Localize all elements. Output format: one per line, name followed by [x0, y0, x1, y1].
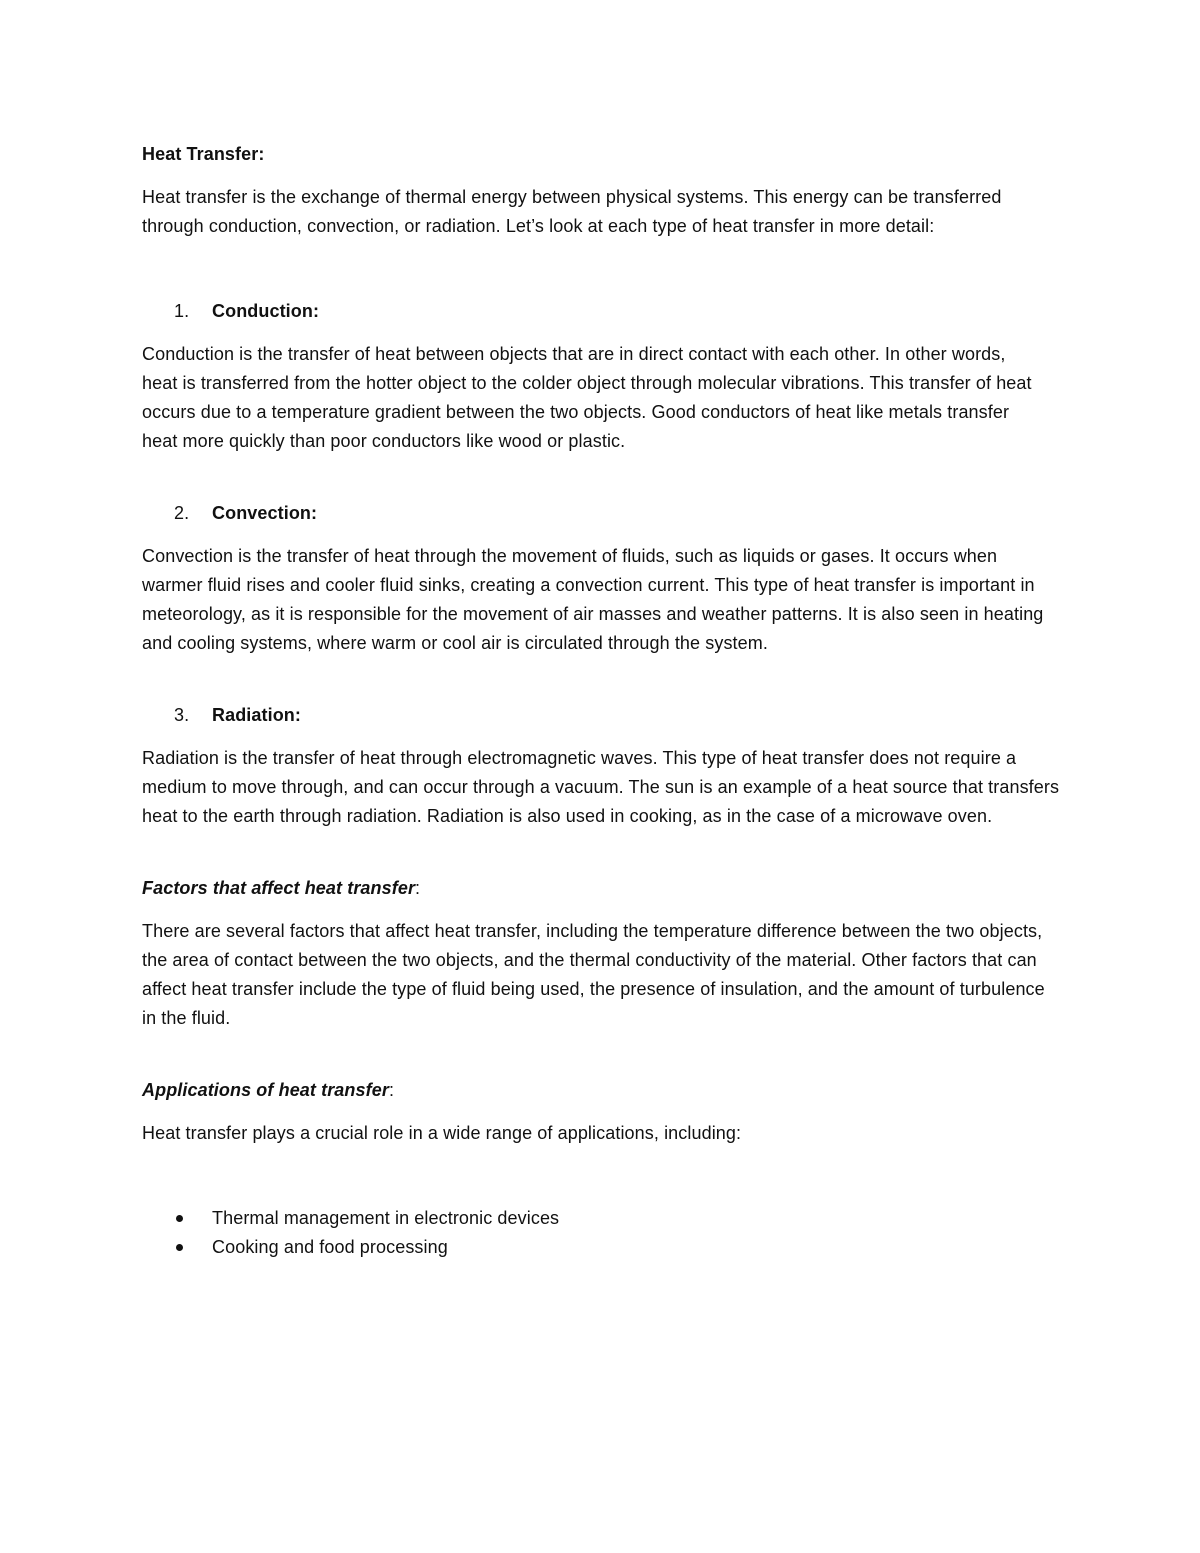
factors-heading-colon: : [415, 878, 421, 898]
section-number: 1. [174, 301, 190, 321]
conduction-paragraph: Conduction is the transfer of heat between objects that are in direct contact with each other. In other words, heat is transferred from the hotter object to the colder object through molecular vibrations. This transfer of heat occurs due to a temperature gradient between the two objects. Good conductors of heat like metals transfer heat more quickly than poor conductors like wood or plastic. [142, 344, 1032, 451]
list-item-text: Cooking and food processing [212, 1237, 448, 1257]
bullet-icon [176, 1215, 183, 1222]
document-body [142, 140, 1062, 1262]
factors-heading [142, 874, 1062, 903]
radiation-paragraph: Radiation is the transfer of heat through electromagnetic waves. This type of heat transfer does not require a medium to move through, and can occur through a vacuum. The sun is an example of a heat source that transfers heat to the earth through radiation. Radiation is also used in cooking, as in the case of a microwave oven. [142, 748, 1060, 826]
list-item [142, 1204, 1062, 1233]
section-heading-convection [142, 499, 1062, 528]
section-heading-conduction [142, 297, 1062, 326]
document-title: Heat Transfer: [142, 144, 265, 164]
applications-heading [142, 1076, 1062, 1105]
section-number: 3. [174, 705, 190, 725]
section-title: Conduction: [212, 301, 320, 321]
section-title: Radiation: [212, 705, 301, 725]
applications-paragraph: Heat transfer plays a crucial role in a wide range of applications, including: [142, 1123, 742, 1143]
applications-heading-text: Applications of heat transfer [142, 1080, 389, 1100]
convection-paragraph: Convection is the transfer of heat through the movement of fluids, such as liquids or gases. It occurs when warmer fluid rises and cooler fluid sinks, creating a convection current. This type of heat transfer is important in meteorology, as it is responsible for the movement of air masses and weather patterns. It is also seen in heating and cooling systems, where warm or cool air is circulated through the system. [142, 546, 1044, 653]
applications-list [142, 1204, 1062, 1262]
section-number: 2. [174, 503, 190, 523]
section-title: Convection: [212, 503, 318, 523]
applications-heading-colon: : [388, 1080, 395, 1100]
bullet-icon [176, 1244, 183, 1251]
section-heading-radiation [142, 701, 1062, 730]
factors-heading-text: Factors that affect heat transfer [142, 878, 416, 898]
list-item-text: Thermal management in electronic devices [212, 1208, 560, 1228]
list-item [142, 1233, 1062, 1262]
intro-paragraph: Heat transfer is the exchange of thermal energy between physical systems. This energy can be transferred through conduction, convection, or radiation. Let’s look at each type of heat transfer in more detail: [142, 187, 1002, 236]
factors-paragraph: There are several factors that affect heat transfer, including the temperature difference between the two objects, the area of contact between the two objects, and the thermal conductivity of the material. Other factors that can affect heat transfer include the type of fluid being used, the presence of insulation, and the amount of turbulence in the fluid. [142, 921, 1045, 1028]
